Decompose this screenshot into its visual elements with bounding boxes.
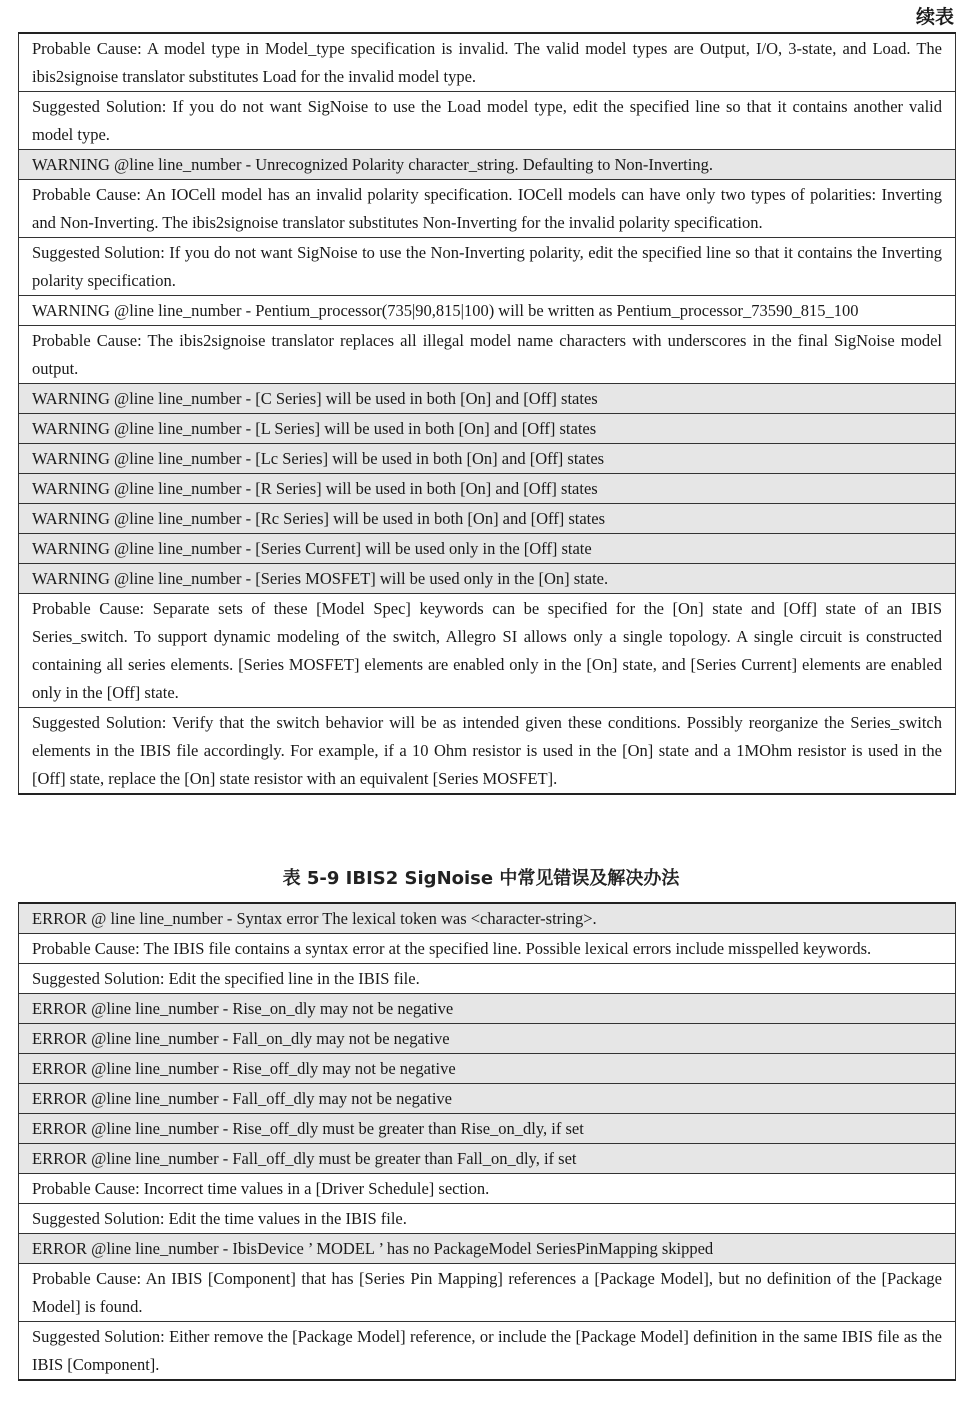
table-cell: ERROR @line line_number - Fall_off_dly must be greater than Fall_on_dly, if set [19,1144,956,1174]
message-row [19,384,956,414]
explanation-row [19,1204,956,1234]
error-table-continued [18,32,956,795]
table-cell: Probable Cause: Incorrect time values in a [Driver Schedule] section. [19,1174,956,1204]
table-cell: ERROR @line line_number - Fall_off_dly may not be negative [19,1084,956,1114]
continued-label: 续表 [915,6,954,28]
table-cell: Suggested Solution: Either remove the [Package Model] reference, or include the [Package Model] definition in the same IBIS file as the IBIS [Component]. [19,1322,956,1381]
message-row [19,903,956,934]
message-row [19,564,956,594]
table-caption: 表 5-9 IBIS2 SigNoise 中常见错误及解决办法 [282,868,680,889]
error-table-5-9 [18,902,956,1381]
table-cell: ERROR @line line_number - IbisDevice ’ MODEL ’ has no PackageModel SeriesPinMapping skipped [19,1234,956,1264]
table-body [19,33,956,794]
message-row [19,534,956,564]
message-row [19,150,956,180]
message-row [19,444,956,474]
table-cell: Suggested Solution: Verify that the switch behavior will be as intended given these conditions. Possibly reorganize the Series_switch elements in the IBIS file accordingly. For example, if a 10 Ohm resistor is used in the [On] state and a 1MOhm resistor is used in the [Off] state, replace the [On] state resistor with an equivalent [Series MOSFET]. [19,708,956,795]
message-row [19,1084,956,1114]
table-cell: Suggested Solution: If you do not want SigNoise to use the Load model type, edit the specified line so that it contains another valid model type. [19,92,956,150]
table-cell: Probable Cause: An IOCell model has an invalid polarity specification. IOCell models can have only two types of polarities: Inverting and Non-Inverting. The ibis2signoise translator substitutes Non-Inverting for the invalid polarity specification. [19,180,956,238]
table-cell: Probable Cause: A model type in Model_type specification is invalid. The valid model types are Output, I/O, 3-state, and Load. The ibis2signoise translator substitutes Load for the invalid model type. [19,33,956,92]
table-cell: WARNING @line line_number - Unrecognized Polarity character_string. Defaulting to Non-Inverting. [19,150,956,180]
explanation-row [19,594,956,708]
table-body [19,903,956,1380]
table-cell: ERROR @line line_number - Rise_on_dly may not be negative [19,994,956,1024]
table-cell: WARNING @line line_number - [R Series] will be used in both [On] and [Off] states [19,474,956,504]
explanation-row [19,934,956,964]
explanation-row [19,296,956,326]
table-cell: WARNING @line line_number - [Lc Series] will be used in both [On] and [Off] states [19,444,956,474]
table-cell: ERROR @line line_number - Fall_on_dly may not be negative [19,1024,956,1054]
explanation-row [19,33,956,92]
table-cell: WARNING @line line_number - Pentium_processor(735|90,815|100) will be written as Pentium_processor_73590_815_100 [19,296,956,326]
table-cell: WARNING @line line_number - [C Series] will be used in both [On] and [Off] states [19,384,956,414]
message-row [19,474,956,504]
table-cell: Probable Cause: The IBIS file contains a syntax error at the specified line. Possible lexical errors include misspelled keywords. [19,934,956,964]
table-cell: WARNING @line line_number - [Series MOSFET] will be used only in the [On] state. [19,564,956,594]
message-row [19,1114,956,1144]
table-cell: Probable Cause: The ibis2signoise translator replaces all illegal model name characters with underscores in the final SigNoise model output. [19,326,956,384]
table-cell: WARNING @line line_number - [L Series] will be used in both [On] and [Off] states [19,414,956,444]
explanation-row [19,326,956,384]
table-cell: WARNING @line line_number - [Rc Series] will be used in both [On] and [Off] states [19,504,956,534]
explanation-row [19,1322,956,1381]
message-row [19,414,956,444]
table-cell: WARNING @line line_number - [Series Current] will be used only in the [Off] state [19,534,956,564]
table-cell: ERROR @line line_number - Rise_off_dly may not be negative [19,1054,956,1084]
table-cell: Suggested Solution: Edit the specified line in the IBIS file. [19,964,956,994]
table-cell: Probable Cause: An IBIS [Component] that has [Series Pin Mapping] references a [Package Model], but no definition of the [Package Model] is found. [19,1264,956,1322]
explanation-row [19,708,956,795]
table-cell: Suggested Solution: Edit the time values in the IBIS file. [19,1204,956,1234]
explanation-row [19,1174,956,1204]
message-row [19,1024,956,1054]
explanation-row [19,964,956,994]
table-cell: ERROR @line line_number - Rise_off_dly must be greater than Rise_on_dly, if set [19,1114,956,1144]
explanation-row [19,180,956,238]
message-row [19,1234,956,1264]
message-row [19,1144,956,1174]
table-cell: ERROR @ line line_number - Syntax error The lexical token was <character-string>. [19,903,956,934]
table-cell: Suggested Solution: If you do not want SigNoise to use the Non-Inverting polarity, edit the specified line so that it contains the Inverting polarity specification. [19,238,956,296]
message-row [19,1054,956,1084]
message-row [19,994,956,1024]
message-row [19,504,956,534]
explanation-row [19,1264,956,1322]
explanation-row [19,238,956,296]
table-cell: Probable Cause: Separate sets of these [Model Spec] keywords can be specified for the [On] state and [Off] state of an IBIS Series_switch. To support dynamic modeling of the switch, Allegro SI allows only a single topology. A single circuit is constructed containing all series elements. [Series MOSFET] elements are enabled only in the [On] state, and [Series Current] elements are enabled only in the [Off] state. [19,594,956,708]
explanation-row [19,92,956,150]
